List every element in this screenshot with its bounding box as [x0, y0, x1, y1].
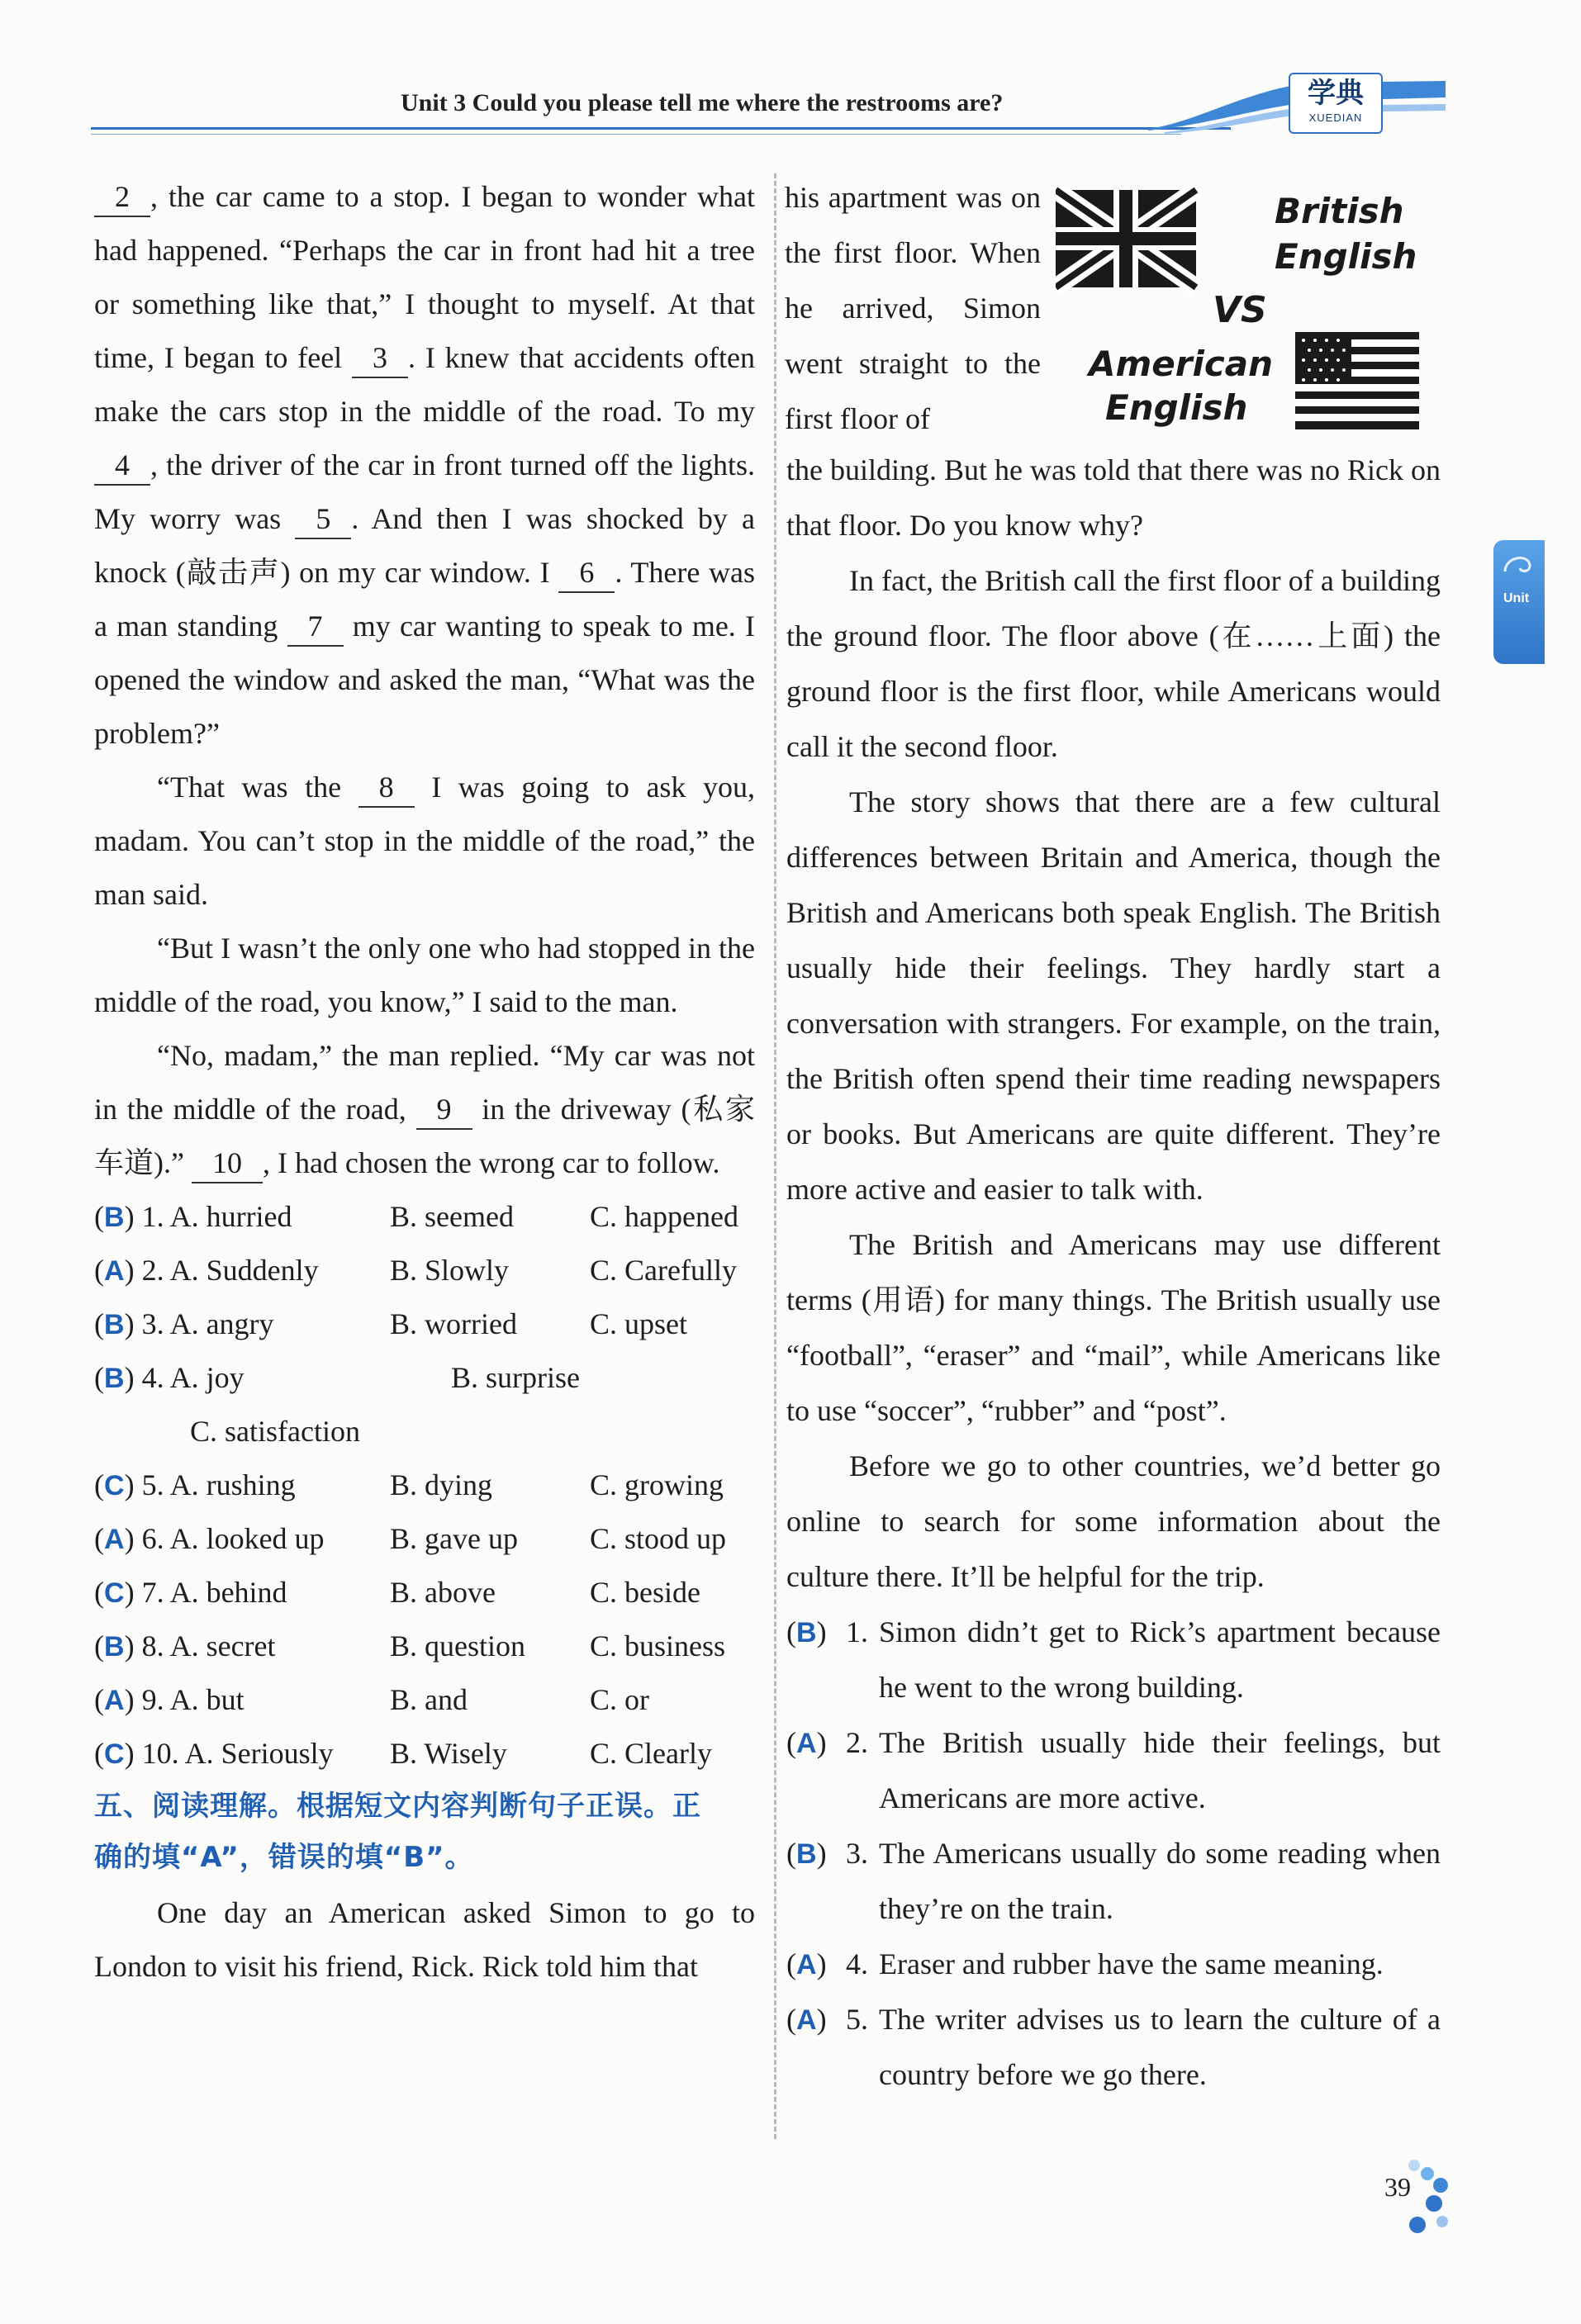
cloze-question: (B) 8. A. secret B. question C. business — [94, 1620, 755, 1673]
option-a: A. looked up — [169, 1522, 325, 1555]
cloze-paragraph-2 — [94, 761, 755, 922]
cloze-blank-4: 4 — [94, 446, 150, 486]
option-c: C. business — [590, 1629, 726, 1662]
right-column — [786, 443, 1441, 2103]
cloze-text: in the driveway (私家车道).” — [94, 1093, 756, 1179]
option-b: B. gave up — [390, 1522, 518, 1555]
column-divider — [774, 173, 776, 2139]
option-b: B. and — [390, 1683, 468, 1716]
cloze-text: , the driver of the car in front turned off the lights. My worry was — [94, 448, 755, 535]
option-b: B. surprise — [451, 1361, 580, 1394]
cloze-text: , I had chosen the wrong car to follow. — [262, 1146, 720, 1179]
answer-mark: A — [796, 1949, 817, 1980]
banner-british: British — [1275, 191, 1404, 231]
banner-vs: VS — [1213, 289, 1267, 331]
cloze-question: (B) 3. A. angry B. worried C. upset — [94, 1297, 755, 1351]
cloze-question: (C) 5. A. rushing B. dying C. growing — [94, 1458, 755, 1512]
cloze-text: my car wanting to speak to me. I opened the window and asked the man, “What was the problem?” — [94, 609, 755, 750]
cloze-blank-8: 8 — [358, 768, 415, 808]
cloze-text: I was going to ask you, madam. You can’t stop in the middle of the road,” the man said. — [94, 771, 755, 911]
option-c: C. or — [590, 1683, 649, 1716]
question-number: 2. — [846, 1726, 868, 1759]
cloze-paragraph-4 — [94, 1029, 755, 1190]
option-b: B. seemed — [390, 1200, 514, 1233]
cloze-question-continued — [94, 1405, 755, 1458]
cloze-question: (B) 1. A. hurried B. seemed C. happened — [94, 1190, 755, 1244]
question-number: 1. — [846, 1615, 868, 1648]
us-flag-icon — [1295, 332, 1419, 429]
option-c: C. Carefully — [590, 1254, 737, 1287]
question-number: 4. — [141, 1361, 164, 1394]
option-c: C. happened — [590, 1200, 738, 1233]
question-number: 1. — [141, 1200, 164, 1233]
question-number: 6. — [141, 1522, 164, 1555]
option-b: B. Wisely — [390, 1737, 507, 1770]
question-number: 5. — [141, 1468, 164, 1501]
option-b: B. dying — [390, 1468, 493, 1501]
header-title: Unit 3 Could you please tell me where the restrooms are? — [401, 89, 1004, 116]
cloze-question: (C) 7. A. behind B. above C. beside — [94, 1566, 755, 1620]
option-c: C. Clearly — [590, 1737, 712, 1770]
unit-side-tab — [1493, 540, 1545, 664]
cloze-text: . And then I was shocked by a knock (敲击声) on my car window. I — [94, 502, 755, 589]
brand-logo-cn: 学典 — [1308, 77, 1364, 110]
reading-paragraph-4: The British and Americans may use different terms (用语) for many things. The British usually use “football”, “eraser” and “mail”, while Americans like to use “soccer”, “rubber” and “post”. — [786, 1228, 1441, 1427]
left-column — [94, 170, 755, 1994]
cloze-paragraph-1 — [94, 170, 755, 761]
question-number: 3. — [846, 1837, 868, 1870]
true-false-question: (A) 2. The British usually hide their feelings, but Americans are more active. — [786, 1715, 1441, 1826]
option-a: A. rushing — [169, 1468, 296, 1501]
uk-flag-icon — [1056, 190, 1196, 287]
option-b: B. question — [390, 1629, 526, 1662]
reading-paragraph-1-cont — [785, 170, 1041, 447]
option-a: A. joy — [169, 1361, 245, 1394]
option-c: C. satisfaction — [190, 1415, 360, 1448]
true-false-list — [786, 1605, 1441, 2103]
question-number: 10. — [141, 1737, 179, 1770]
banner-english-2: English — [1105, 387, 1248, 428]
answer-mark: A — [104, 1255, 125, 1287]
answer-mark: A — [796, 1728, 817, 1759]
question-number: 2. — [141, 1254, 164, 1287]
option-b: B. worried — [390, 1307, 517, 1340]
cloze-text: . I knew that accidents often make the cars stop in the middle of the road. To my — [94, 341, 755, 428]
option-c: C. stood up — [590, 1522, 727, 1555]
answer-mark: C — [104, 1577, 125, 1609]
question-text: The Americans usually do some reading when they’re on the train. — [879, 1837, 1441, 1925]
question-text: Simon didn’t get to Rick’s apartment because he went to the wrong building. — [879, 1615, 1441, 1704]
cloze-question: (A) 9. A. but B. and C. or — [94, 1673, 755, 1727]
cloze-question: (A) 6. A. looked up B. gave up C. stood up — [94, 1512, 755, 1566]
option-a: A. Suddenly — [169, 1254, 319, 1287]
page-number: 39 — [1384, 2172, 1411, 2202]
answer-mark: B — [796, 1617, 817, 1648]
brand-logo — [1289, 73, 1383, 134]
reading-paragraph-1: One day an American asked Simon to go to London to visit his friend, Rick. Rick told him that — [94, 1896, 755, 1983]
cloze-blank-10: 10 — [192, 1144, 263, 1183]
answer-mark: C — [104, 1738, 125, 1770]
true-false-question: (A) 4. Eraser and rubber have the same meaning. — [786, 1937, 1441, 1992]
answer-mark: A — [104, 1524, 125, 1555]
answer-mark: B — [104, 1202, 125, 1233]
answer-mark: B — [104, 1363, 125, 1394]
cloze-blank-2: 2 — [94, 178, 150, 217]
cloze-question: (C) 10. A. Seriously B. Wisely C. Clearly — [94, 1727, 755, 1781]
british-vs-american-banner — [1056, 182, 1436, 438]
cloze-blank-5: 5 — [295, 500, 351, 539]
option-a: A. Seriously — [184, 1737, 334, 1770]
cloze-question: (B) 4. A. joy B. surprise — [94, 1351, 755, 1405]
true-false-question: (A) 5. The writer advises us to learn the culture of a country before we go there. — [786, 1992, 1441, 2103]
reading-paragraph-1-end: the building. But he was told that there was no Rick on that floor. Do you know why? — [786, 453, 1441, 542]
section-heading-line: 确的填“A”，错误的填“B”。 — [94, 1841, 474, 1874]
option-b: B. Slowly — [390, 1254, 510, 1287]
option-c: C. upset — [590, 1307, 688, 1340]
question-number: 3. — [141, 1307, 164, 1340]
true-false-question: (B) 3. The Americans usually do some reading when they’re on the train. — [786, 1826, 1441, 1937]
reading-paragraph-5: Before we go to other countries, we’d better go online to search for some information about the culture there. It’ll be helpful for the trip. — [786, 1449, 1441, 1593]
cloze-text: “No, madam,” the man replied. “My car was not in the middle of the road, — [94, 1039, 755, 1126]
swirl-icon — [1500, 547, 1536, 580]
answer-mark: B — [104, 1309, 125, 1340]
cloze-paragraph-3: “But I wasn’t the only one who had stopped in the middle of the road, you know,” I said to the man. — [94, 932, 755, 1018]
question-text: The writer advises us to learn the culture of a country before we go there. — [879, 2003, 1441, 2091]
cloze-question-list — [94, 1190, 755, 1781]
cloze-text: “That was the — [157, 771, 358, 804]
option-c: C. beside — [590, 1576, 700, 1609]
cloze-blank-7: 7 — [287, 607, 344, 647]
section-heading-reading — [94, 1781, 755, 1883]
answer-mark: B — [796, 1838, 817, 1870]
question-number: 5. — [846, 2003, 868, 2036]
question-text: Eraser and rubber have the same meaning. — [879, 1947, 1384, 1980]
header-rule-thin — [91, 134, 1181, 135]
cloze-blank-3: 3 — [352, 339, 408, 378]
cloze-text: . There was a man standing — [94, 556, 755, 643]
header-rule — [91, 127, 1231, 130]
option-a: A. but — [169, 1683, 245, 1716]
reading-paragraph-3: The story shows that there are a few cultural differences between Britain and America, though the British and Americans both speak English. The British usually hide their feelings. They hardly start a conversation with strangers. For example, on the train, the British often spend their time reading newspapers or books. But Americans are quite different. They’re more active and easier to talk with. — [786, 785, 1441, 1206]
option-a: A. angry — [169, 1307, 274, 1340]
answer-mark: A — [796, 2004, 817, 2036]
cloze-text: , the car came to a stop. I began to wonder what had happened. “Perhaps the car in front had hit a tree or something like that,” I thought to myself. At that time, I began to feel — [94, 180, 755, 374]
answer-mark: C — [104, 1470, 125, 1501]
cloze-question: (A) 2. A. Suddenly B. Slowly C. Carefully — [94, 1244, 755, 1297]
question-text: The British usually hide their feelings, but Americans are more active. — [879, 1726, 1441, 1814]
answer-mark: B — [104, 1631, 125, 1662]
option-b: B. above — [390, 1576, 496, 1609]
unit-side-tab-label: Unit — [1503, 591, 1530, 605]
cloze-blank-6: 6 — [558, 553, 615, 593]
brand-logo-en: XUEDIAN — [1308, 111, 1363, 124]
question-number: 7. — [141, 1576, 164, 1609]
question-number: 9. — [141, 1683, 164, 1716]
option-c: C. growing — [590, 1468, 724, 1501]
option-a: A. hurried — [169, 1200, 292, 1233]
true-false-question: (B) 1. Simon didn’t get to Rick’s apartment because he went to the wrong building. — [786, 1605, 1441, 1715]
cloze-blank-9: 9 — [416, 1090, 472, 1130]
reading-paragraph-2: In fact, the British call the first floor of a building the ground floor. The floor above (在……上面) the ground floor is the first floor, while Americans would call it the second floor. — [786, 564, 1441, 763]
banner-english-1: English — [1275, 236, 1417, 277]
question-number: 4. — [846, 1947, 868, 1980]
section-heading-line: 五、阅读理解。根据短文内容判断句子正误。正 — [94, 1790, 701, 1823]
answer-mark: A — [104, 1685, 125, 1716]
reading-text: his apartment was on the first floor. When he arrived, Simon went straight to the first floor of — [785, 181, 1041, 435]
option-a: A. secret — [169, 1629, 276, 1662]
question-number: 8. — [141, 1629, 164, 1662]
option-a: A. behind — [169, 1576, 287, 1609]
banner-american: American — [1089, 344, 1274, 384]
